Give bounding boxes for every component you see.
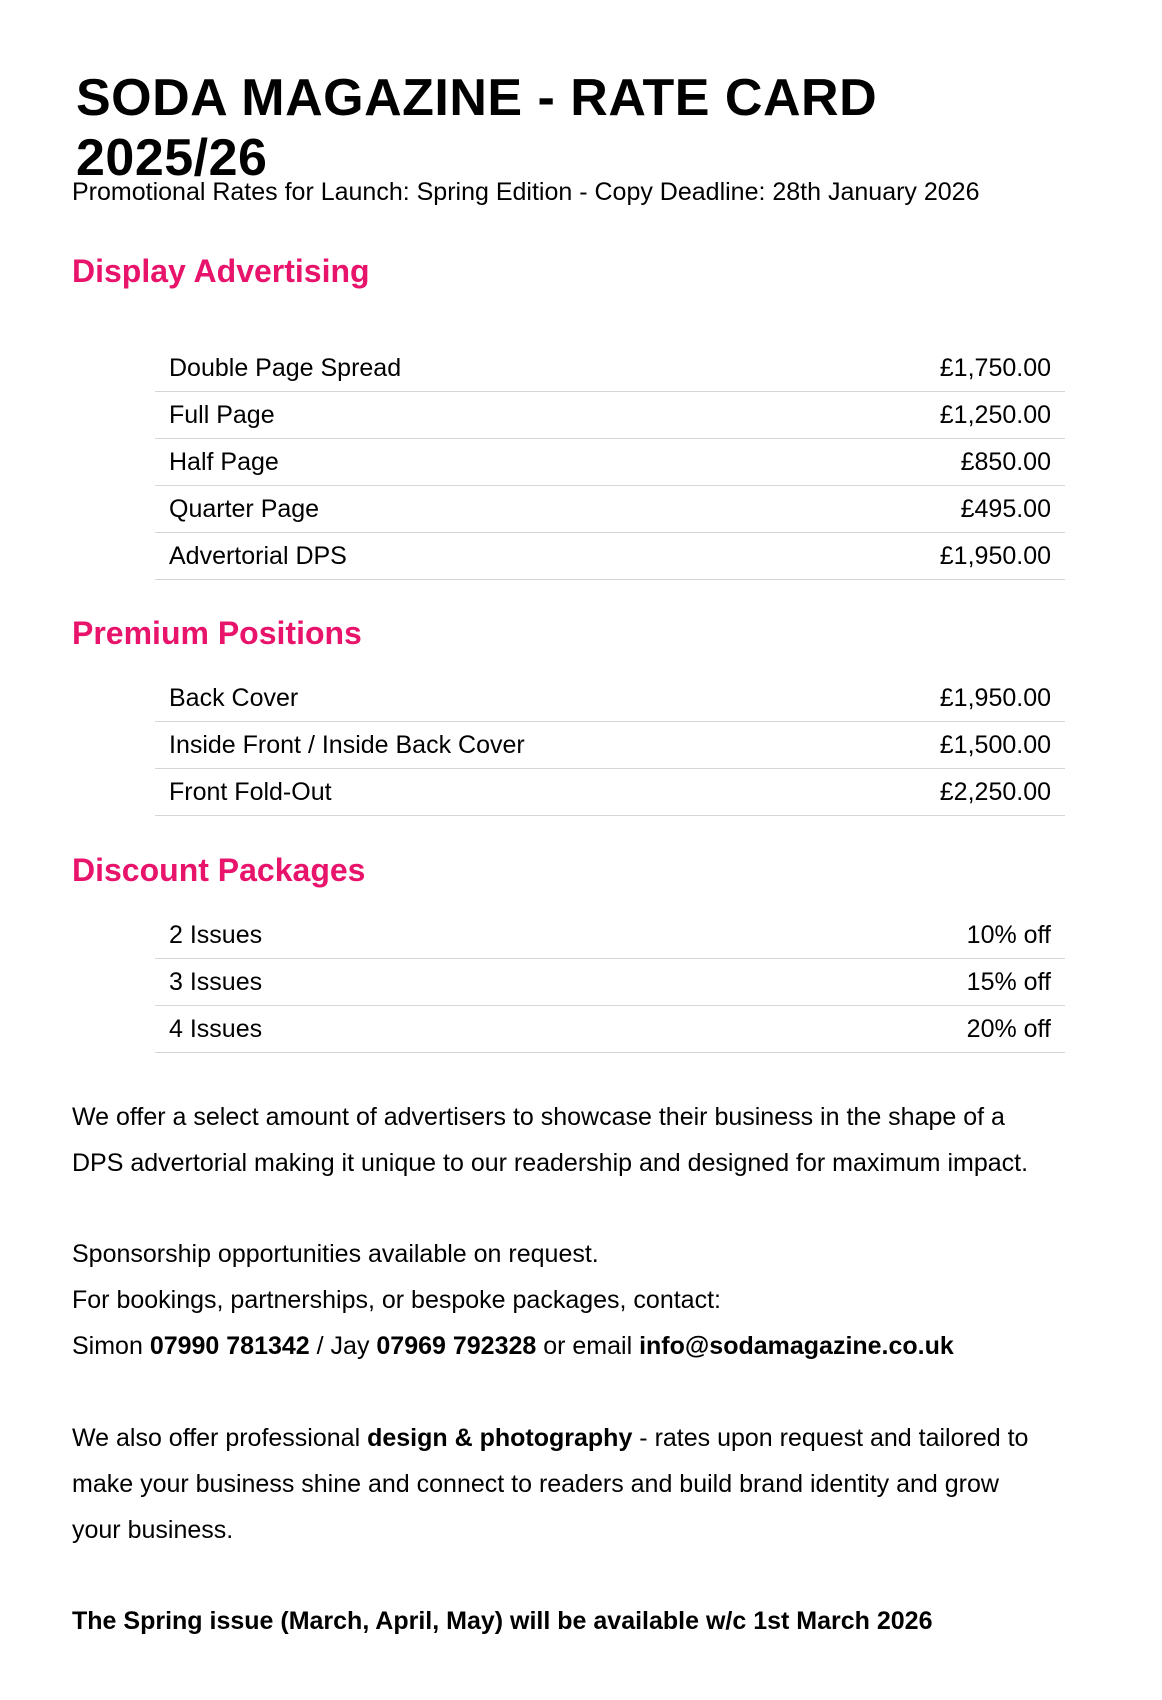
row-label: Advertorial DPS	[169, 541, 347, 570]
row-label: 4 Issues	[169, 1014, 263, 1043]
design-paragraph	[72, 1415, 1082, 1553]
design-suffix: - rates upon request and tailored to	[632, 1424, 1029, 1452]
design-line-3: your business.	[72, 1516, 234, 1544]
row-value: £1,250.00	[939, 400, 1051, 429]
table-row	[155, 675, 1065, 722]
section-heading-premium-positions: Premium Positions	[72, 615, 362, 651]
table-row	[155, 912, 1065, 959]
row-value: 20% off	[966, 1014, 1051, 1043]
row-label: Full Page	[169, 400, 275, 429]
row-label: Back Cover	[169, 683, 299, 712]
table-row	[155, 1006, 1065, 1053]
row-value: £2,250.00	[939, 777, 1051, 806]
table-row	[155, 959, 1065, 1006]
table-row	[155, 439, 1065, 486]
section-heading-discount-packages: Discount Packages	[72, 852, 366, 888]
advertorial-line-1: We offer a select amount of advertisers to showcase their business in the shape of a	[72, 1103, 1005, 1131]
row-value: £1,950.00	[939, 541, 1051, 570]
table-row	[155, 533, 1065, 580]
page-title: SODA MAGAZINE - RATE CARD 2025/26	[76, 69, 878, 187]
table-row	[155, 722, 1065, 769]
row-value: 10% off	[966, 920, 1051, 949]
contact-separator: / Jay	[309, 1332, 377, 1360]
row-label: 3 Issues	[169, 967, 263, 996]
design-highlight: design & photography	[367, 1424, 633, 1452]
contact-name-simon: Simon	[72, 1332, 150, 1360]
table-row	[155, 392, 1065, 439]
row-value: 15% off	[966, 967, 1051, 996]
row-label: Front Fold-Out	[169, 777, 332, 806]
row-label: Double Page Spread	[169, 353, 402, 382]
advertorial-line-2: DPS advertorial making it unique to our readership and designed for maximum impact.	[72, 1149, 1029, 1177]
row-value: £1,500.00	[939, 730, 1051, 759]
contact-details-line	[72, 1323, 1082, 1369]
row-value: £1,950.00	[939, 683, 1051, 712]
contact-paragraph	[72, 1231, 1082, 1369]
phone-jay[interactable]: 07969 792328	[376, 1332, 537, 1360]
row-label: Inside Front / Inside Back Cover	[169, 730, 525, 759]
premium-positions-table	[155, 675, 1065, 816]
design-line-2: make your business shine and connect to readers and build brand identity and grow	[72, 1470, 999, 1498]
email-link[interactable]: info@sodamagazine.co.uk	[639, 1332, 954, 1360]
phone-simon[interactable]: 07990 781342	[149, 1332, 310, 1360]
design-prefix: We also offer professional	[72, 1424, 368, 1452]
row-label: 2 Issues	[169, 920, 263, 949]
row-value: £1,750.00	[939, 353, 1051, 382]
table-row	[155, 486, 1065, 533]
row-value: £495.00	[960, 494, 1051, 523]
row-label: Half Page	[169, 447, 279, 476]
advertorial-paragraph	[72, 1094, 1082, 1186]
table-row	[155, 345, 1065, 392]
page-subtitle: Promotional Rates for Launch: Spring Edition - Copy Deadline: 28th January 2026	[72, 178, 980, 206]
table-row	[155, 769, 1065, 816]
discount-packages-table	[155, 912, 1065, 1053]
display-advertising-table	[155, 345, 1065, 580]
bookings-line: For bookings, partnerships, or bespoke packages, contact:	[72, 1286, 721, 1314]
spring-issue-note: The Spring issue (March, April, May) will be available w/c 1st March 2026	[72, 1607, 933, 1635]
row-label: Quarter Page	[169, 494, 320, 523]
sponsorship-line: Sponsorship opportunities available on request.	[72, 1240, 599, 1268]
email-prefix: or email	[536, 1332, 640, 1360]
design-line-1	[72, 1415, 1082, 1461]
section-heading-display-advertising: Display Advertising	[72, 253, 370, 289]
row-value: £850.00	[960, 447, 1051, 476]
